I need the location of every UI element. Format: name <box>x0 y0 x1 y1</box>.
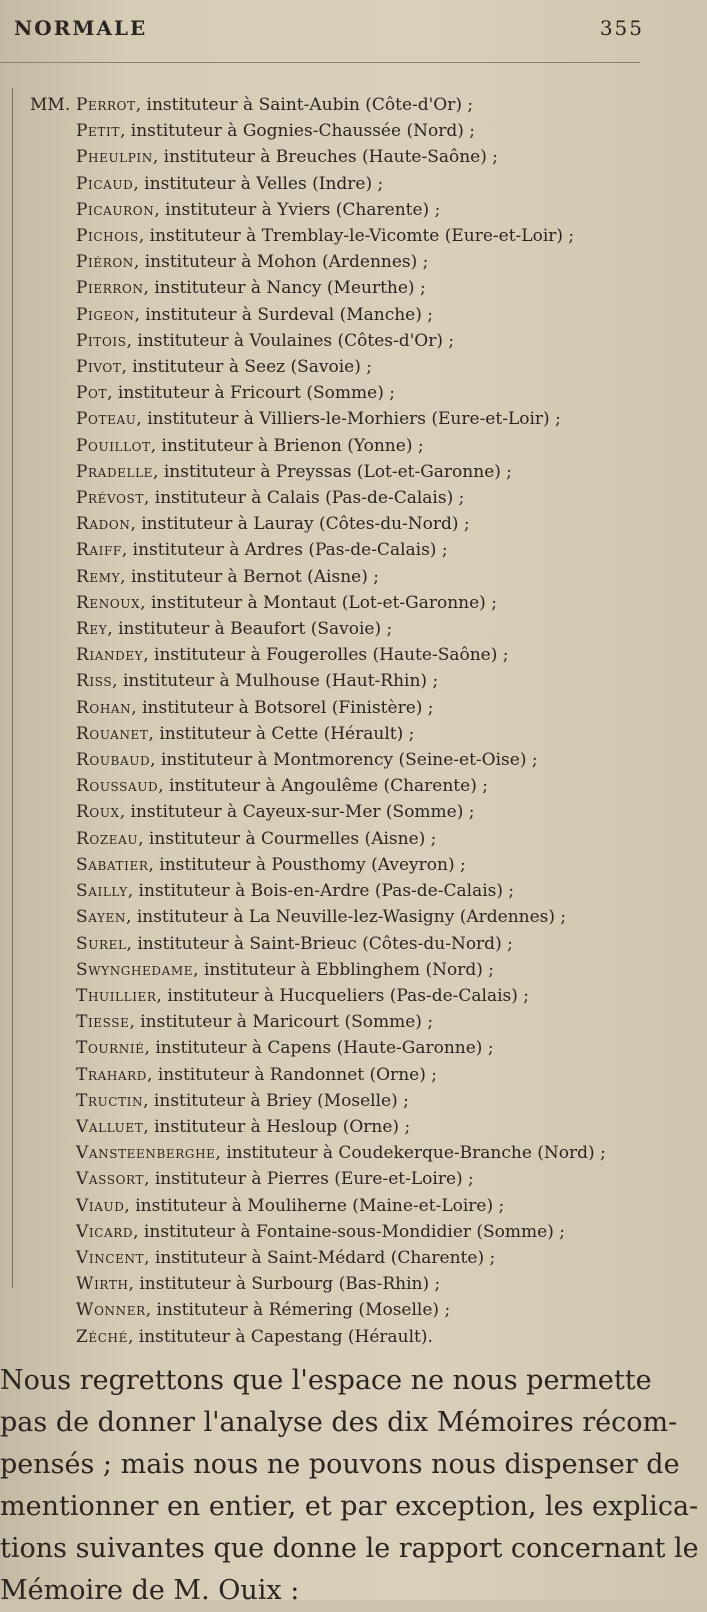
teacher-name: Rohan <box>76 697 132 718</box>
teacher-details: , instituteur à Botsorel (Finistère) ; <box>131 697 434 718</box>
teacher-name: Roubaud <box>76 750 151 771</box>
list-item <box>30 1219 700 1245</box>
teacher-name: Thuillier <box>76 985 157 1006</box>
list-item <box>30 1114 700 1140</box>
teacher-name: Surel <box>76 933 127 954</box>
teacher-details: , instituteur à Rémering (Moselle) ; <box>145 1300 451 1321</box>
teacher-details: , instituteur à Cayeux-sur-Mer (Somme) ; <box>119 802 475 823</box>
laureate-list <box>30 92 700 1350</box>
teacher-details: , instituteur à Yviers (Charente) ; <box>154 199 441 220</box>
teacher-details: , instituteur à Hesloup (Orne) ; <box>143 1116 411 1137</box>
teacher-details: , instituteur à Nancy (Meurthe) ; <box>143 278 426 299</box>
list-item <box>30 878 700 904</box>
teacher-details: , instituteur à La Neuville-lez-Wasigny (Ardennes) ; <box>126 907 567 928</box>
teacher-name: Sabatier <box>76 854 149 875</box>
teacher-details: , instituteur à Capens (Haute-Garonne) ; <box>144 1038 494 1059</box>
list-item <box>30 1140 700 1166</box>
list-item <box>30 773 700 799</box>
list-item <box>30 1009 700 1035</box>
teacher-details: , instituteur à Briey (Moselle) ; <box>143 1090 409 1111</box>
list-item <box>30 1088 700 1114</box>
teacher-details: , instituteur à Saint-Aubin (Côte-d'Or) ; <box>135 95 474 115</box>
list-item <box>30 957 700 983</box>
list-item <box>30 302 700 328</box>
list-bracket-line <box>12 88 13 1288</box>
teacher-name: Wirth <box>76 1274 129 1295</box>
list-item <box>30 747 700 773</box>
list-item <box>30 511 700 537</box>
teacher-name: Vincent <box>76 1247 145 1268</box>
teacher-details: , instituteur à Montaut (Lot-et-Garonne) ; <box>140 592 497 613</box>
teacher-details: , instituteur à Coudekerque-Branche (Nord) ; <box>215 1143 606 1164</box>
teacher-details: , instituteur à Ardres (Pas-de-Calais) ; <box>121 540 448 561</box>
teacher-details: , instituteur à Bernot (Aisne) ; <box>120 566 379 587</box>
teacher-name: Pradelle <box>76 461 154 482</box>
list-item <box>30 931 700 957</box>
teacher-details: , instituteur à Tremblay-le-Vicomte (Eure-et-Loir) ; <box>138 226 575 247</box>
teacher-name: Zéché <box>76 1326 128 1347</box>
teacher-name: Rey <box>76 619 108 640</box>
list-item <box>30 1245 700 1271</box>
page-number: 355 <box>599 16 644 40</box>
teacher-details: , instituteur à Randonnet (Orne) ; <box>147 1064 437 1085</box>
list-item <box>30 118 700 144</box>
paragraph-line: mentionner en entier, et par exception, les explica- <box>0 1491 699 1522</box>
paragraph-line: tions suivantes que donne le rapport concernant le <box>0 1533 699 1564</box>
teacher-details: , instituteur à Saint-Médard (Charente) ; <box>144 1247 496 1268</box>
teacher-name: Pitois <box>76 330 127 351</box>
teacher-name: Roussaud <box>76 776 159 797</box>
teacher-name: Sailly <box>76 881 128 902</box>
teacher-name: Raiff <box>76 540 122 561</box>
teacher-details: , instituteur à Gognies-Chaussée (Nord) ; <box>119 121 475 142</box>
list-item <box>30 223 700 249</box>
teacher-details: , instituteur à Surdeval (Manche) ; <box>134 304 434 325</box>
teacher-details: , instituteur à Maricourt (Somme) ; <box>129 1012 434 1033</box>
list-item <box>30 616 700 642</box>
list-item <box>30 721 700 747</box>
teacher-details: , instituteur à Pousthomy (Aveyron) ; <box>148 854 466 875</box>
teacher-details: , instituteur à Lauray (Côtes-du-Nord) ; <box>130 514 470 535</box>
teacher-details: , instituteur à Brienon (Yonne) ; <box>150 435 424 456</box>
list-item <box>30 275 700 301</box>
list-item <box>30 852 700 878</box>
teacher-name: Pivot <box>76 357 122 378</box>
teacher-name: Pouillot <box>76 435 151 456</box>
teacher-name: Rozeau <box>76 828 139 849</box>
teacher-details: , instituteur à Saint-Brieuc (Côtes-du-Nord) ; <box>126 933 513 954</box>
list-item <box>30 380 700 406</box>
teacher-details: , instituteur à Cette (Hérault) ; <box>148 723 415 744</box>
teacher-name: Picaud <box>76 173 134 194</box>
teacher-name: Piéron <box>76 252 134 273</box>
teacher-name: Riss <box>76 671 113 692</box>
teacher-name: Pheulpin <box>76 147 153 168</box>
list-item <box>30 564 700 590</box>
teacher-name: Vansteenberghe <box>76 1143 216 1164</box>
list-item <box>30 171 700 197</box>
list-item <box>30 799 700 825</box>
list-item <box>30 92 700 118</box>
teacher-details: , instituteur à Angoulême (Charente) ; <box>158 776 488 797</box>
paragraph-line: pensés ; mais nous ne pouvons nous dispenser de <box>0 1449 680 1480</box>
list-item <box>30 1271 700 1297</box>
list-item <box>30 1062 700 1088</box>
teacher-name: Pigeon <box>76 304 135 325</box>
teacher-name: Wonner <box>76 1300 146 1321</box>
teacher-details: , instituteur à Fricourt (Somme) ; <box>107 383 395 404</box>
teacher-details: , instituteur à Hucqueliers (Pas-de-Calais) ; <box>156 985 530 1006</box>
honorific-prefix: MM. <box>30 95 71 115</box>
list-item <box>30 249 700 275</box>
list-item <box>30 459 700 485</box>
teacher-name: Vassort <box>76 1169 145 1190</box>
teacher-name: Tructin <box>76 1090 144 1111</box>
teacher-name: Vicard <box>76 1221 134 1242</box>
teacher-name: Rouanet <box>76 723 149 744</box>
teacher-name: Petit <box>76 121 120 142</box>
paragraph-line: Nous regrettons que l'espace ne nous permette <box>0 1365 652 1396</box>
teacher-details: , instituteur à Velles (Indre) ; <box>133 173 384 194</box>
list-item <box>30 1035 700 1061</box>
list-item <box>30 537 700 563</box>
list-item <box>30 1297 700 1323</box>
teacher-details: , instituteur à Breuches (Haute-Saône) ; <box>152 147 499 168</box>
teacher-details: , instituteur à Seez (Savoie) ; <box>121 357 373 378</box>
list-item <box>30 668 700 694</box>
list-item <box>30 1193 700 1219</box>
list-item <box>30 433 700 459</box>
teacher-details: , instituteur à Capestang (Hérault). <box>127 1326 433 1347</box>
list-item <box>30 983 700 1009</box>
list-item <box>30 485 700 511</box>
list-item <box>30 1166 700 1192</box>
teacher-details: , instituteur à Fontaine-sous-Mondidier (Somme) ; <box>133 1221 565 1242</box>
list-item <box>30 144 700 170</box>
list-item <box>30 354 700 380</box>
list-item <box>30 328 700 354</box>
list-item <box>30 1324 700 1350</box>
list-item <box>30 826 700 852</box>
list-item <box>30 904 700 930</box>
teacher-name: Swynghedame <box>76 959 194 980</box>
teacher-details: , instituteur à Preyssas (Lot-et-Garonne) ; <box>153 461 513 482</box>
teacher-name: Viaud <box>76 1195 125 1216</box>
teacher-name: Poteau <box>76 409 137 430</box>
teacher-details: , instituteur à Villiers-le-Morhiers (Eure-et-Loir) ; <box>136 409 561 430</box>
teacher-name: Radon <box>76 514 131 535</box>
teacher-name: Remy <box>76 566 121 587</box>
list-item <box>30 695 700 721</box>
teacher-name: Tournié <box>76 1038 145 1059</box>
page-header <box>14 16 644 46</box>
teacher-name: Tiesse <box>76 1012 130 1033</box>
list-item <box>30 197 700 223</box>
teacher-details: , instituteur à Calais (Pas-de-Calais) ; <box>143 488 465 509</box>
teacher-details: , instituteur à Surbourg (Bas-Rhin) ; <box>128 1274 441 1295</box>
teacher-name: Riandey <box>76 645 144 666</box>
list-item <box>30 590 700 616</box>
paragraph-line: Mémoire de M. Ouix : <box>0 1575 300 1606</box>
teacher-details: , instituteur à Voulaines (Côtes-d'Or) ; <box>126 330 455 351</box>
teacher-name: Pot <box>76 383 108 404</box>
teacher-name: Prévost <box>76 488 144 509</box>
teacher-details: , instituteur à Mohon (Ardennes) ; <box>133 252 429 273</box>
body-paragraph <box>0 1360 700 1612</box>
header-rule <box>0 62 640 64</box>
teacher-details: , instituteur à Courmelles (Aisne) ; <box>138 828 437 849</box>
teacher-details: , instituteur à Mouliherne (Maine-et-Loire) ; <box>124 1195 505 1216</box>
teacher-details: , instituteur à Montmorency (Seine-et-Oise) ; <box>150 750 538 771</box>
teacher-details: , instituteur à Beaufort (Savoie) ; <box>107 619 393 640</box>
teacher-details: , instituteur à Bois-en-Ardre (Pas-de-Calais) ; <box>127 881 515 902</box>
teacher-details: , instituteur à Fougerolles (Haute-Saône) ; <box>143 645 509 666</box>
teacher-name: Pierron <box>76 278 144 299</box>
list-item <box>30 406 700 432</box>
teacher-details: , instituteur à Pierres (Eure-et-Loire) ; <box>144 1169 474 1190</box>
teacher-details: , instituteur à Mulhouse (Haut-Rhin) ; <box>112 671 439 692</box>
teacher-details: , instituteur à Ebblinghem (Nord) ; <box>193 959 494 980</box>
teacher-name: Trahard <box>76 1064 148 1085</box>
teacher-name: Sayen <box>76 907 127 928</box>
running-title: NORMALE <box>14 16 148 40</box>
teacher-name: Perrot <box>76 95 136 115</box>
teacher-name: Renoux <box>76 592 141 613</box>
teacher-name: Pichois <box>76 226 139 247</box>
teacher-name: Picauron <box>76 199 155 220</box>
teacher-name: Roux <box>76 802 120 823</box>
teacher-name: Valluet <box>76 1116 144 1137</box>
paragraph-line: pas de donner l'analyse des dix Mémoires récom- <box>0 1407 678 1438</box>
list-item <box>30 642 700 668</box>
